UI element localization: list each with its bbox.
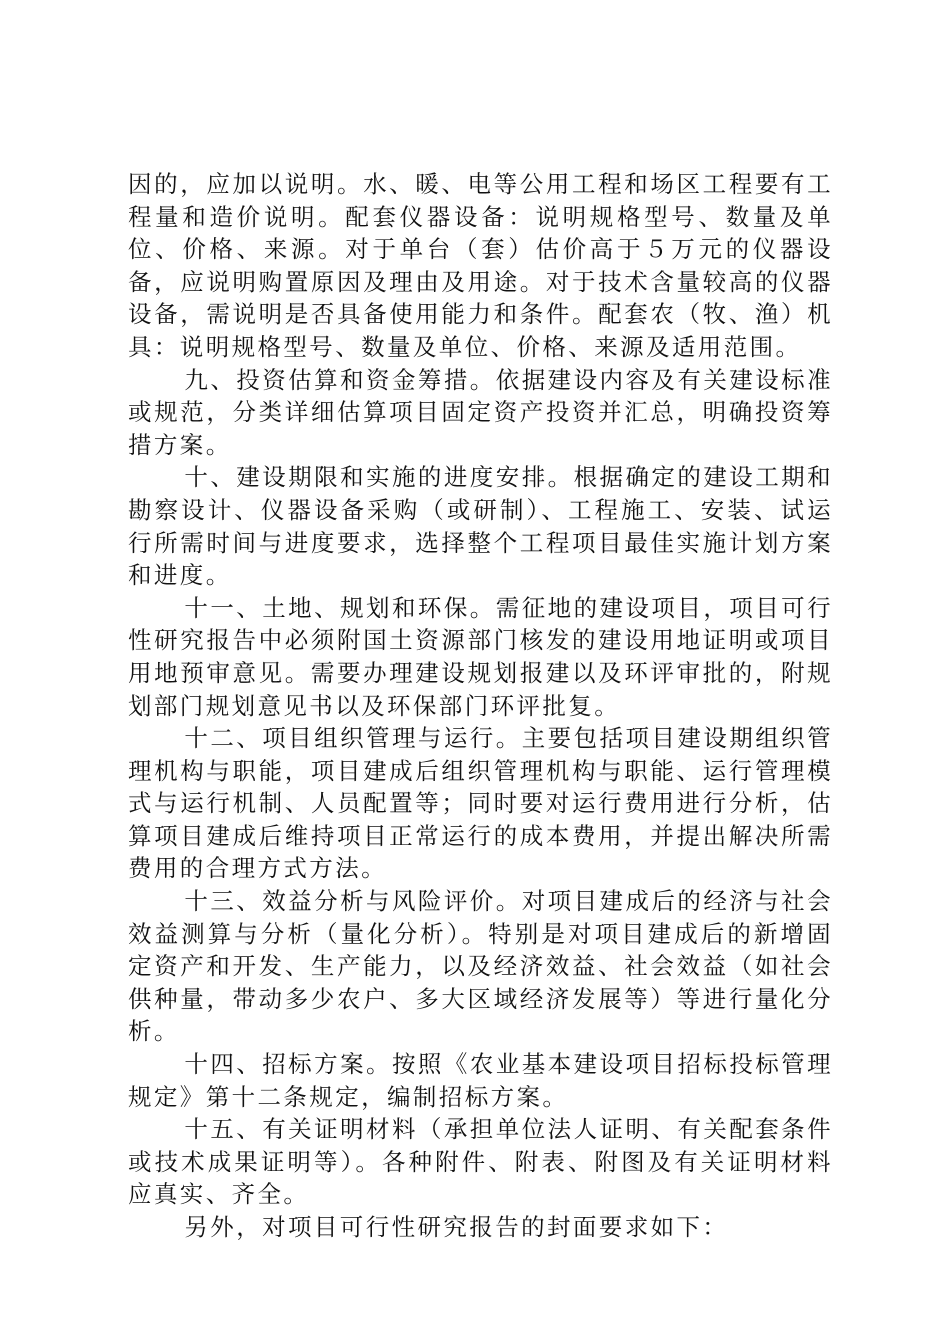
paragraph-equipment-continued: 因的，应加以说明。水、暖、电等公用工程和场区工程要有工程量和造价说明。配套仪器设备：说明规格型号、数量及单位、价格、来源。对于单台（套）估价高于５万元的仪器设备，应说明购置原因及理由及用途。对于技术含量较高的仪器设备，需说明是否具备使用能力和条件。配套农（牧、渔）机具：说明规格型号、数量及单位、价格、来源及适用范围。 bbox=[128, 170, 833, 361]
paragraph-investment-estimate: 九、投资估算和资金筹措。依据建设内容及有关建设标准或规范，分类详细估算项目固定资产投资并汇总，明确投资筹措方案。 bbox=[128, 365, 833, 459]
paragraph-cover-requirements: 另外，对项目可行性研究报告的封面要求如下： bbox=[184, 1213, 729, 1241]
document-body bbox=[128, 168, 833, 1244]
paragraph-benefit-risk: 十三、效益分析与风险评价。对项目建成后的经济与社会效益测算与分析（量化分析）。特别是对项目建成后的新增固定资产和开发、生产能力，以及经济效益、社会效益（如社会供种量，带动多少农户、多大区域经济发展等）等进行量化分析。 bbox=[128, 887, 833, 1046]
paragraph-bidding-plan: 十四、招标方案。按照《农业基本建设项目招标投标管理规定》第十二条规定，编制招标方案。 bbox=[128, 1050, 833, 1111]
paragraph-land-planning-environment: 十一、土地、规划和环保。需征地的建设项目，项目可行性研究报告中必须附国土资源部门核发的建设用地证明或项目用地预审意见。需要办理建设规划报建以及环评审批的，附规划部门规划意见书以及环保部门环评批复。 bbox=[128, 593, 833, 720]
paragraph-supporting-materials: 十五、有关证明材料（承担单位法人证明、有关配套条件或技术成果证明等）。各种附件、附表、附图及有关证明材料应真实、齐全。 bbox=[128, 1115, 833, 1209]
paragraph-project-management: 十二、项目组织管理与运行。主要包括项目建设期组织管理机构与职能，项目建成后组织管理机构与职能、运行管理模式与运行机制、人员配置等；同时要对运行费用进行分析，估算项目建成后维持项目正常运行的成本费用，并提出解决所需费用的合理方式方法。 bbox=[128, 724, 833, 883]
paragraph-construction-schedule: 十、建设期限和实施的进度安排。根据确定的建设工期和勘察设计、仪器设备采购（或研制）、工程施工、安装、试运行所需时间与进度要求，选择整个工程项目最佳实施计划方案和进度。 bbox=[128, 463, 833, 590]
